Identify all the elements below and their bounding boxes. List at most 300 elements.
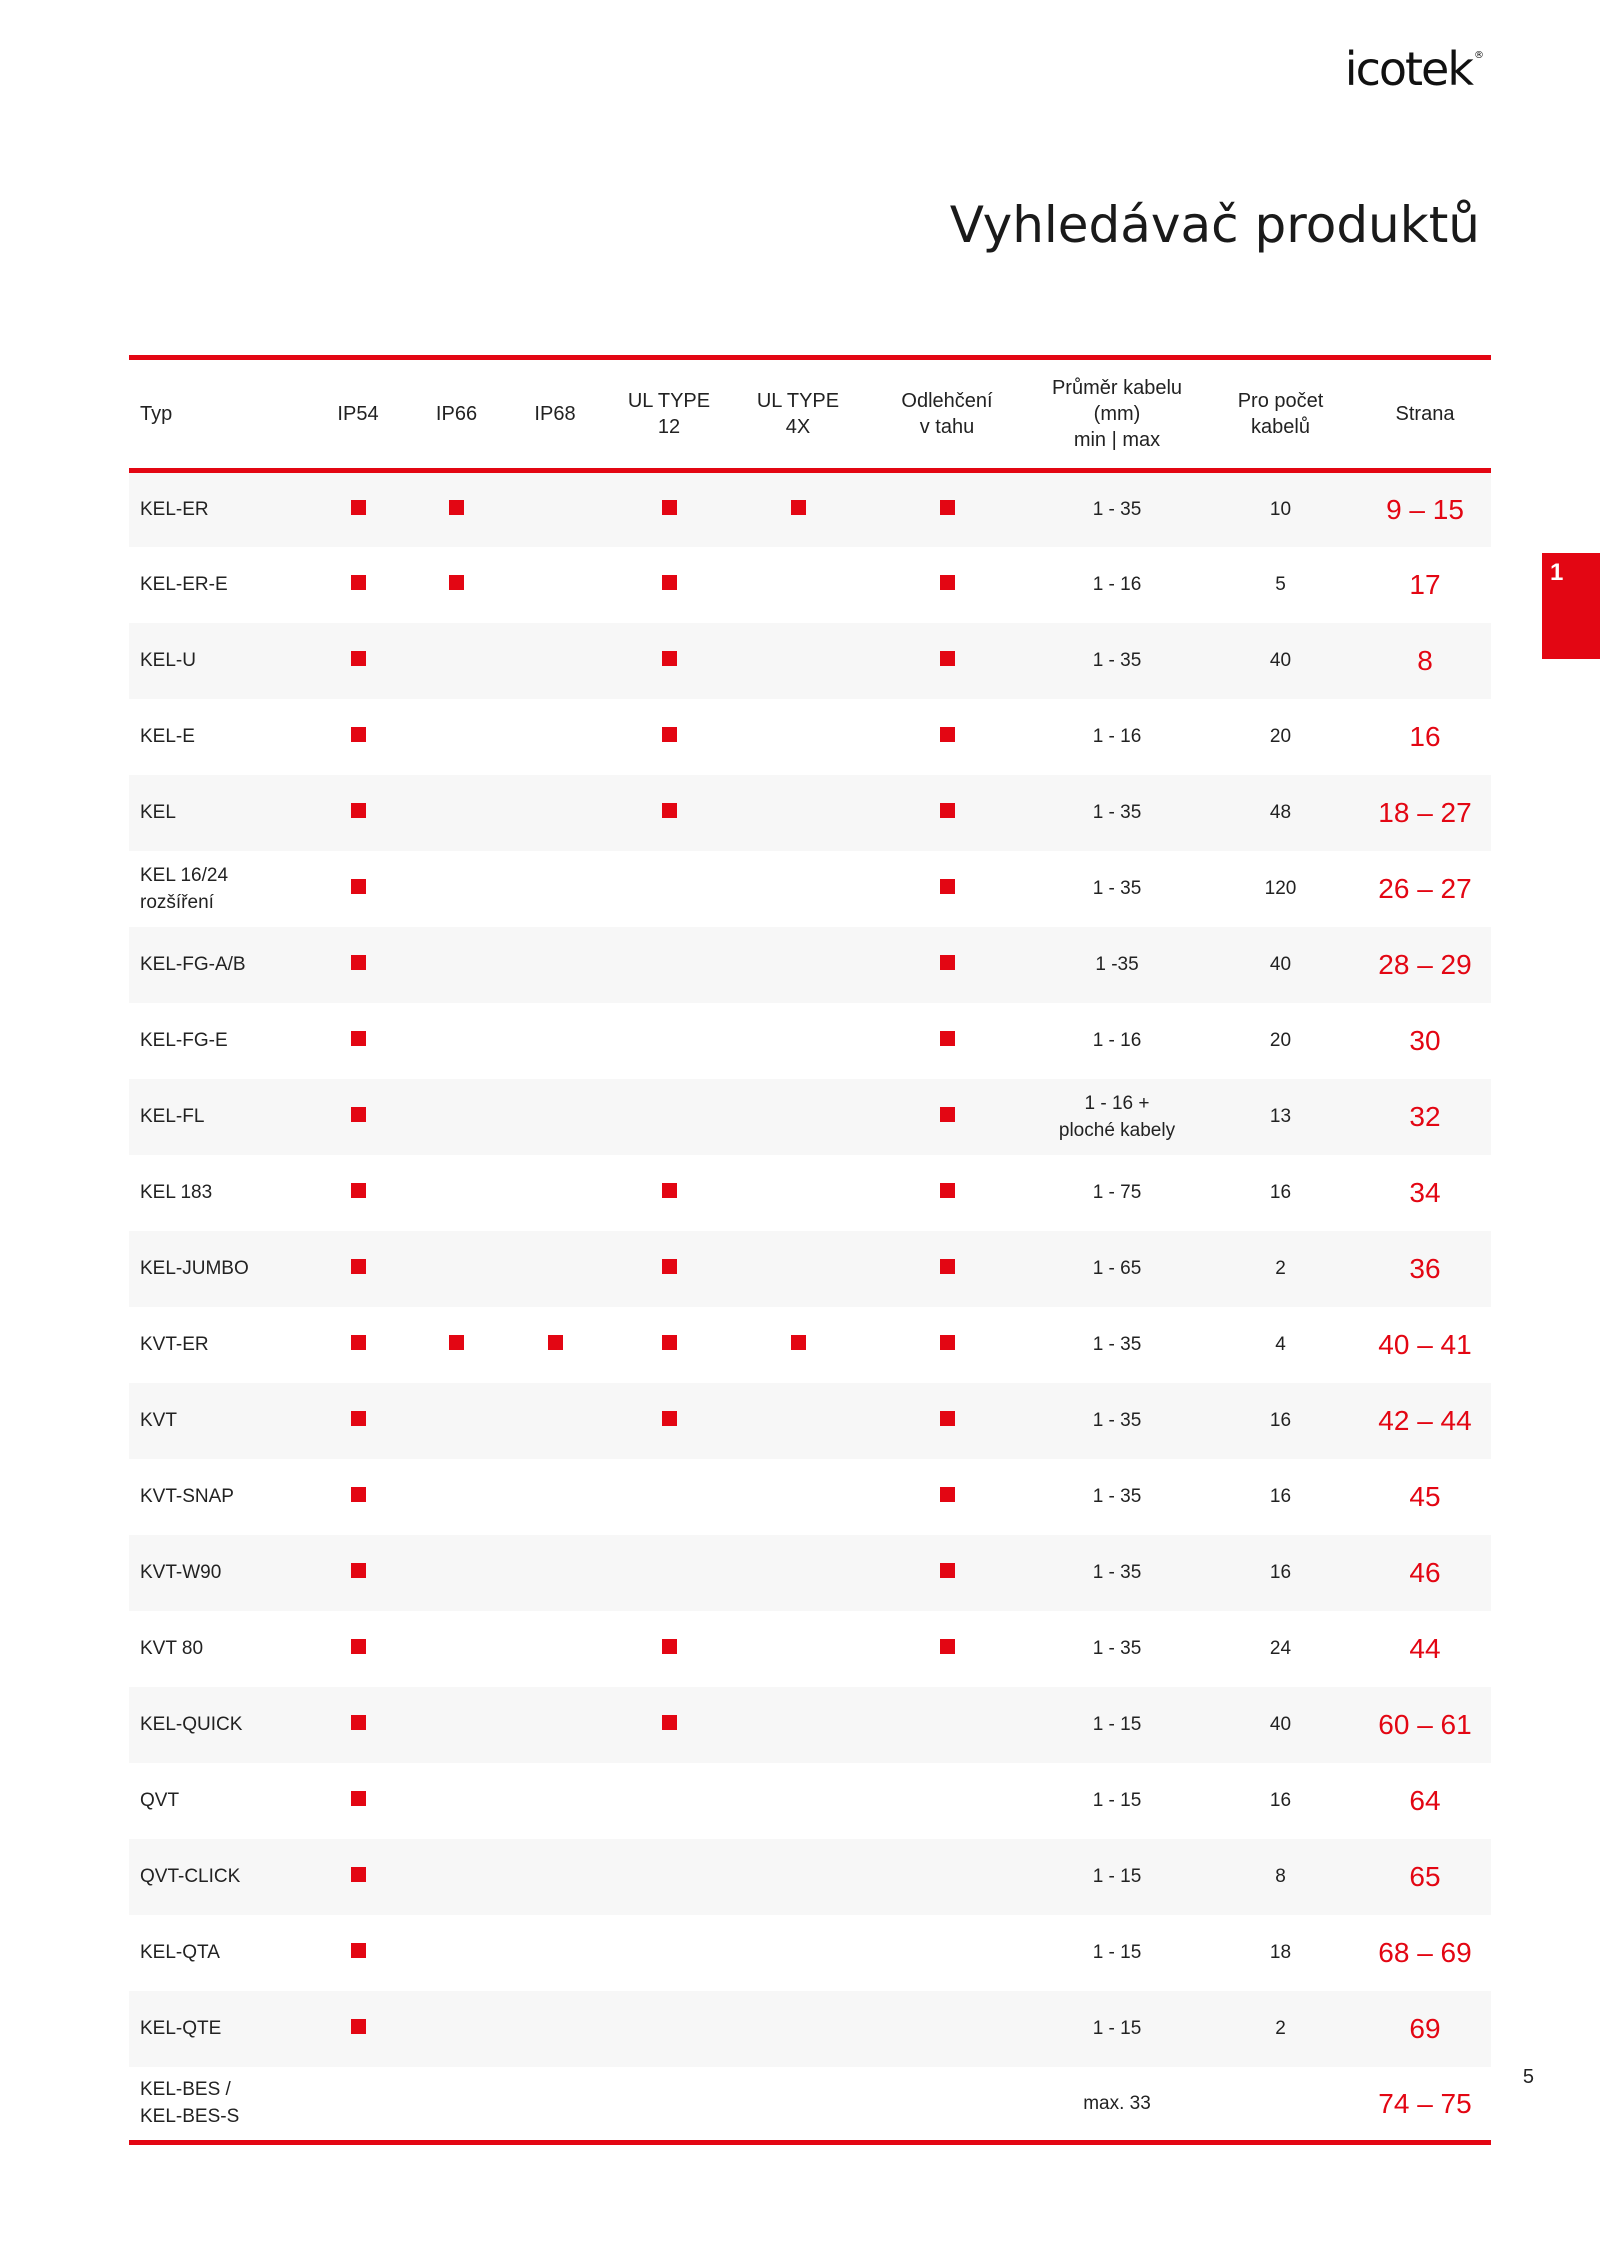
product-type-text: KEL-BES-S (140, 2106, 240, 2128)
cell-page: 28 – 29 (1378, 949, 1472, 980)
product-type-text: QVT (140, 1790, 180, 1811)
cell-ip68 (506, 1991, 604, 2067)
cell-ul-type-4x (734, 1155, 862, 1231)
cell-strain-relief (862, 1763, 1032, 1839)
cell-cable-count: 16 (1269, 1486, 1292, 1507)
feature-mark-icon (351, 1563, 366, 1578)
cable-diameter-text: 1 - 75 (1092, 1182, 1142, 1203)
table-row (129, 2067, 1491, 2143)
feature-mark-icon (351, 575, 366, 590)
feature-mark-icon (662, 1183, 677, 1198)
header-strain-relief (862, 358, 1032, 471)
feature-mark-icon (351, 727, 366, 742)
cell-cable-count: 5 (1275, 574, 1286, 595)
cell-ip54 (309, 1155, 407, 1231)
cell-typ (129, 1155, 309, 1231)
cell-ip54 (309, 1991, 407, 2067)
cell-page: 46 (1409, 1557, 1441, 1588)
cell-cable-count: 40 (1269, 1714, 1292, 1735)
header-cable-count-line2: kabelů (1251, 416, 1310, 438)
cell-ip66 (407, 1307, 506, 1383)
cell-ul-type-12 (604, 775, 734, 851)
cell-ul-type-4x (734, 623, 862, 699)
cell-typ (129, 623, 309, 699)
brand-logo (1345, 42, 1480, 96)
cable-diameter-text: 1 - 16 (1092, 574, 1142, 595)
table-row (129, 775, 1491, 851)
cell-typ (129, 1611, 309, 1687)
cell-ul-type-4x (734, 699, 862, 775)
feature-mark-icon (351, 1639, 366, 1654)
cell-ip68 (506, 471, 604, 547)
cable-diameter-text: 1 - 16 (1092, 1030, 1142, 1051)
feature-mark-icon (351, 500, 366, 515)
cell-page: 36 (1409, 1253, 1441, 1284)
cell-ul-type-12 (604, 1231, 734, 1307)
cell-page: 45 (1409, 1481, 1441, 1512)
cell-cable-count: 18 (1269, 1942, 1292, 1963)
cell-strain-relief (862, 1155, 1032, 1231)
product-finder-table (129, 355, 1491, 2145)
cell-strain-relief (862, 1839, 1032, 1915)
cell-ul-type-4x (734, 1991, 862, 2067)
cell-ul-type-12 (604, 851, 734, 927)
cell-page: 8 (1417, 645, 1433, 676)
cell-cable-count: 48 (1269, 802, 1292, 823)
table-row (129, 1307, 1491, 1383)
feature-mark-icon (940, 1563, 955, 1578)
cell-cable-diameter (1032, 1611, 1202, 1687)
feature-mark-icon (940, 500, 955, 515)
cell-ul-type-12 (604, 1915, 734, 1991)
cell-ip66 (407, 699, 506, 775)
cell-typ (129, 2067, 309, 2143)
header-strain-relief-line1: Odlehčení (901, 390, 993, 412)
cell-ul-type-4x (734, 1307, 862, 1383)
cell-typ (129, 699, 309, 775)
cell-ip54 (309, 699, 407, 775)
table-row (129, 471, 1491, 547)
cell-ip68 (506, 1307, 604, 1383)
cell-ul-type-4x (734, 1611, 862, 1687)
cable-diameter-text: 1 - 16 + (1084, 1092, 1150, 1114)
feature-mark-icon (351, 1335, 366, 1350)
feature-mark-icon (662, 1639, 677, 1654)
cell-typ (129, 1003, 309, 1079)
feature-mark-icon (662, 1259, 677, 1274)
feature-mark-icon (940, 879, 955, 894)
cell-cable-diameter (1032, 927, 1202, 1003)
cell-cable-diameter (1032, 1459, 1202, 1535)
cell-strain-relief (862, 699, 1032, 775)
cable-diameter-text: 1 - 15 (1092, 1866, 1142, 1887)
cell-ip54 (309, 927, 407, 1003)
cell-ip54 (309, 623, 407, 699)
feature-mark-icon (662, 500, 677, 515)
product-type-text: KEL-U (140, 650, 196, 671)
feature-mark-icon (662, 651, 677, 666)
page-title: Vyhledávač produktů (949, 196, 1480, 254)
cell-ul-type-12 (604, 1307, 734, 1383)
cell-ip68 (506, 1611, 604, 1687)
cell-ip68 (506, 1459, 604, 1535)
cell-cable-diameter (1032, 1079, 1202, 1155)
cell-ip66 (407, 927, 506, 1003)
cell-ip66 (407, 1687, 506, 1763)
cell-ip68 (506, 2067, 604, 2143)
table-row (129, 1687, 1491, 1763)
cell-ul-type-12 (604, 1535, 734, 1611)
cell-cable-count: 2 (1275, 1258, 1286, 1279)
cell-page: 69 (1409, 2013, 1441, 2044)
feature-mark-icon (449, 1335, 464, 1350)
cell-ip66 (407, 1611, 506, 1687)
product-type-text: KVT-W90 (140, 1562, 222, 1583)
cell-ip68 (506, 775, 604, 851)
feature-mark-icon (940, 1487, 955, 1502)
cell-typ (129, 471, 309, 547)
cell-ip54 (309, 1915, 407, 1991)
cell-page: 60 – 61 (1378, 1709, 1472, 1740)
cell-cable-count: 4 (1275, 1334, 1286, 1355)
cable-diameter-text: 1 - 35 (1092, 878, 1142, 899)
header-ul-type-12-line2: 12 (657, 416, 681, 438)
cell-cable-diameter (1032, 1383, 1202, 1459)
table-row (129, 699, 1491, 775)
cell-cable-diameter (1032, 1991, 1202, 2067)
cell-cable-count: 16 (1269, 1790, 1292, 1811)
product-type-text: QVT-CLICK (140, 1866, 241, 1887)
product-type-text: KEL-ER-E (140, 574, 228, 595)
cell-cable-diameter (1032, 699, 1202, 775)
cell-cable-diameter (1032, 1155, 1202, 1231)
cable-diameter-text: 1 - 35 (1092, 1562, 1142, 1583)
feature-mark-icon (791, 1335, 806, 1350)
table-row (129, 1535, 1491, 1611)
cell-ip54 (309, 1231, 407, 1307)
product-type-text: KEL 183 (140, 1182, 213, 1203)
cell-typ (129, 775, 309, 851)
product-type-text: KEL-FL (140, 1106, 205, 1127)
cell-ip54 (309, 1459, 407, 1535)
product-type-text: KEL (140, 802, 176, 823)
cell-page: 64 (1409, 1785, 1441, 1816)
cell-ip66 (407, 775, 506, 851)
feature-mark-icon (351, 1487, 366, 1502)
cell-cable-count: 16 (1269, 1562, 1292, 1583)
cell-cable-diameter (1032, 1763, 1202, 1839)
registered-mark: ® (1474, 50, 1482, 61)
cell-ip68 (506, 1383, 604, 1459)
cell-ul-type-4x (734, 547, 862, 623)
cell-cable-diameter (1032, 1535, 1202, 1611)
header-cable-count-line1: Pro počet (1237, 390, 1324, 412)
feature-mark-icon (940, 1411, 955, 1426)
feature-mark-icon (940, 1107, 955, 1122)
cell-cable-count: 120 (1264, 878, 1297, 899)
cell-ul-type-4x (734, 851, 862, 927)
cell-page: 44 (1409, 1633, 1441, 1664)
cable-diameter-text: 1 - 35 (1092, 1486, 1142, 1507)
table-row (129, 1155, 1491, 1231)
cell-ip66 (407, 547, 506, 623)
cell-page: 34 (1409, 1177, 1441, 1208)
feature-mark-icon (351, 1031, 366, 1046)
cell-cable-count: 16 (1269, 1410, 1292, 1431)
cell-ul-type-4x (734, 1687, 862, 1763)
product-type-text: KEL-QUICK (140, 1714, 243, 1735)
cell-ul-type-4x (734, 1231, 862, 1307)
header-cable-diameter (1032, 358, 1202, 471)
cell-page: 26 – 27 (1378, 873, 1472, 904)
table-row (129, 1763, 1491, 1839)
cell-ul-type-12 (604, 1611, 734, 1687)
cell-strain-relief (862, 1383, 1032, 1459)
cell-typ (129, 1915, 309, 1991)
product-type-text: rozšíření (140, 891, 214, 913)
cell-typ (129, 1383, 309, 1459)
cell-page: 9 – 15 (1386, 494, 1464, 526)
cell-ip54 (309, 1763, 407, 1839)
cell-ip68 (506, 1687, 604, 1763)
cell-ip68 (506, 1915, 604, 1991)
feature-mark-icon (940, 1259, 955, 1274)
feature-mark-icon (351, 651, 366, 666)
cell-ul-type-12 (604, 1991, 734, 2067)
table-row (129, 1231, 1491, 1307)
product-type-text: KVT (140, 1410, 177, 1431)
cell-page: 16 (1409, 721, 1441, 752)
cell-ip68 (506, 1231, 604, 1307)
feature-mark-icon (940, 727, 955, 742)
product-type-text: KEL-BES / (140, 2079, 231, 2101)
cell-ip54 (309, 1611, 407, 1687)
cell-typ (129, 927, 309, 1003)
feature-mark-icon (351, 2019, 366, 2034)
feature-mark-icon (351, 1791, 366, 1806)
cable-diameter-text: 1 - 35 (1092, 802, 1142, 823)
cell-ip66 (407, 1535, 506, 1611)
cell-ip54 (309, 1383, 407, 1459)
cell-ul-type-4x (734, 1383, 862, 1459)
table-row (129, 1459, 1491, 1535)
feature-mark-icon (940, 955, 955, 970)
header-page: Strana (1359, 358, 1491, 471)
cell-strain-relief (862, 1915, 1032, 1991)
cell-cable-count: 20 (1269, 1030, 1292, 1051)
cell-strain-relief (862, 851, 1032, 927)
cell-ip54 (309, 1535, 407, 1611)
header-ul-type-12 (604, 358, 734, 471)
cell-page: 74 – 75 (1378, 2087, 1472, 2119)
cable-diameter-text: 1 - 35 (1092, 499, 1142, 521)
cell-ip68 (506, 1763, 604, 1839)
cell-ip68 (506, 1839, 604, 1915)
header-ul-type-4x (734, 358, 862, 471)
cell-cable-diameter (1032, 1231, 1202, 1307)
cell-cable-diameter (1032, 623, 1202, 699)
cable-diameter-text: 1 - 16 (1092, 726, 1142, 747)
table-row (129, 927, 1491, 1003)
feature-mark-icon (351, 1259, 366, 1274)
feature-mark-icon (449, 575, 464, 590)
table-row (129, 1991, 1491, 2067)
cell-ip54 (309, 2067, 407, 2143)
cell-strain-relief (862, 1003, 1032, 1079)
cell-strain-relief (862, 1307, 1032, 1383)
cell-cable-count: 16 (1269, 1182, 1292, 1203)
cell-typ (129, 1687, 309, 1763)
feature-mark-icon (351, 955, 366, 970)
cell-ul-type-12 (604, 1763, 734, 1839)
brand-logo-text: icotek (1344, 42, 1472, 96)
product-type-text: KVT-SNAP (140, 1486, 234, 1507)
cell-ip66 (407, 1155, 506, 1231)
table-header-row (129, 358, 1491, 471)
cell-strain-relief (862, 775, 1032, 851)
feature-mark-icon (351, 1715, 366, 1730)
cell-ul-type-12 (604, 1383, 734, 1459)
cell-ip66 (407, 1383, 506, 1459)
cell-ip68 (506, 699, 604, 775)
cable-diameter-text: 1 - 35 (1092, 1638, 1142, 1659)
feature-mark-icon (351, 1867, 366, 1882)
table-body (129, 471, 1491, 2143)
cable-diameter-text: 1 - 35 (1092, 1410, 1142, 1431)
cell-ip68 (506, 547, 604, 623)
cell-page: 18 – 27 (1378, 797, 1472, 828)
feature-mark-icon (940, 651, 955, 666)
feature-mark-icon (662, 1335, 677, 1350)
header-cable-diameter-line1: Průměr kabelu (1051, 377, 1183, 399)
feature-mark-icon (548, 1335, 563, 1350)
cell-typ (129, 1459, 309, 1535)
cell-ul-type-12 (604, 1079, 734, 1155)
cable-diameter-text: ploché kabely (1058, 1119, 1176, 1141)
cell-ul-type-4x (734, 471, 862, 547)
header-ul-type-4x-line2: 4X (785, 416, 811, 438)
product-type-text: KEL 16/24 (140, 864, 229, 886)
header-typ: Typ (129, 358, 309, 471)
header-ip66: IP66 (407, 358, 506, 471)
cell-strain-relief (862, 1231, 1032, 1307)
cell-strain-relief (862, 547, 1032, 623)
cable-diameter-text: 1 - 15 (1092, 1714, 1142, 1735)
table-row (129, 547, 1491, 623)
table-row (129, 1383, 1491, 1459)
cell-ip68 (506, 927, 604, 1003)
cell-ul-type-12 (604, 623, 734, 699)
cell-page: 17 (1409, 569, 1441, 600)
feature-mark-icon (662, 575, 677, 590)
feature-mark-icon (662, 1715, 677, 1730)
cable-diameter-text: 1 - 15 (1092, 1942, 1142, 1963)
feature-mark-icon (351, 803, 366, 818)
cell-cable-count: 10 (1269, 499, 1292, 521)
page-number: 5 (1522, 2066, 1534, 2088)
cell-ul-type-4x (734, 775, 862, 851)
cell-typ (129, 1763, 309, 1839)
cell-ip66 (407, 1079, 506, 1155)
feature-mark-icon (449, 500, 464, 515)
cell-ip54 (309, 1079, 407, 1155)
cell-typ (129, 1535, 309, 1611)
cable-diameter-text: 1 - 15 (1092, 1790, 1142, 1811)
product-type-text: KEL-QTA (140, 1942, 220, 1963)
cell-cable-diameter (1032, 471, 1202, 547)
cell-ip66 (407, 1231, 506, 1307)
cell-ip66 (407, 1459, 506, 1535)
cell-ul-type-12 (604, 927, 734, 1003)
cell-ip68 (506, 623, 604, 699)
cell-strain-relief (862, 1079, 1032, 1155)
cell-cable-count: 20 (1269, 726, 1292, 747)
feature-mark-icon (940, 1639, 955, 1654)
feature-mark-icon (351, 1107, 366, 1122)
product-type-text: KEL-E (140, 726, 195, 747)
cable-diameter-text: 1 - 35 (1092, 650, 1142, 671)
cell-ip68 (506, 1155, 604, 1231)
cell-ul-type-4x (734, 927, 862, 1003)
cell-cable-diameter (1032, 775, 1202, 851)
cell-ul-type-12 (604, 1003, 734, 1079)
cell-ul-type-12 (604, 471, 734, 547)
cell-ip66 (407, 471, 506, 547)
cell-cable-diameter (1032, 1687, 1202, 1763)
cell-page: 40 – 41 (1378, 1329, 1472, 1360)
cell-ip54 (309, 1003, 407, 1079)
cell-page: 65 (1409, 1861, 1441, 1892)
feature-mark-icon (940, 1183, 955, 1198)
feature-mark-icon (351, 1943, 366, 1958)
cell-cable-count: 2 (1275, 2018, 1286, 2039)
cell-page: 42 – 44 (1378, 1405, 1472, 1436)
cell-ul-type-4x (734, 2067, 862, 2143)
table-row (129, 623, 1491, 699)
cable-diameter-text: 1 - 15 (1092, 2018, 1142, 2039)
header-ul-type-4x-line1: UL TYPE (756, 390, 840, 412)
cable-diameter-text: 1 - 65 (1092, 1258, 1142, 1279)
cell-typ (129, 1839, 309, 1915)
cell-ul-type-12 (604, 1839, 734, 1915)
cell-ip54 (309, 547, 407, 623)
cell-cable-diameter (1032, 547, 1202, 623)
cell-cable-diameter (1032, 1839, 1202, 1915)
product-type-text: KVT-ER (140, 1334, 209, 1355)
product-type-text: KEL-QTE (140, 2018, 222, 2039)
cell-ip54 (309, 851, 407, 927)
cell-ip68 (506, 1079, 604, 1155)
cell-ul-type-12 (604, 1155, 734, 1231)
product-type-text: KVT 80 (140, 1638, 204, 1659)
cell-ul-type-4x (734, 1915, 862, 1991)
cell-ul-type-12 (604, 1687, 734, 1763)
cell-ip66 (407, 1915, 506, 1991)
cell-ul-type-4x (734, 1535, 862, 1611)
cell-cable-diameter (1032, 1307, 1202, 1383)
cell-ip66 (407, 1763, 506, 1839)
cell-ip54 (309, 1687, 407, 1763)
header-ip54: IP54 (309, 358, 407, 471)
cell-cable-diameter (1032, 1003, 1202, 1079)
cell-ip68 (506, 1535, 604, 1611)
feature-mark-icon (351, 879, 366, 894)
feature-mark-icon (940, 575, 955, 590)
cell-typ (129, 1307, 309, 1383)
header-cable-count (1202, 358, 1359, 471)
cell-ip66 (407, 2067, 506, 2143)
cell-ul-type-4x (734, 1079, 862, 1155)
